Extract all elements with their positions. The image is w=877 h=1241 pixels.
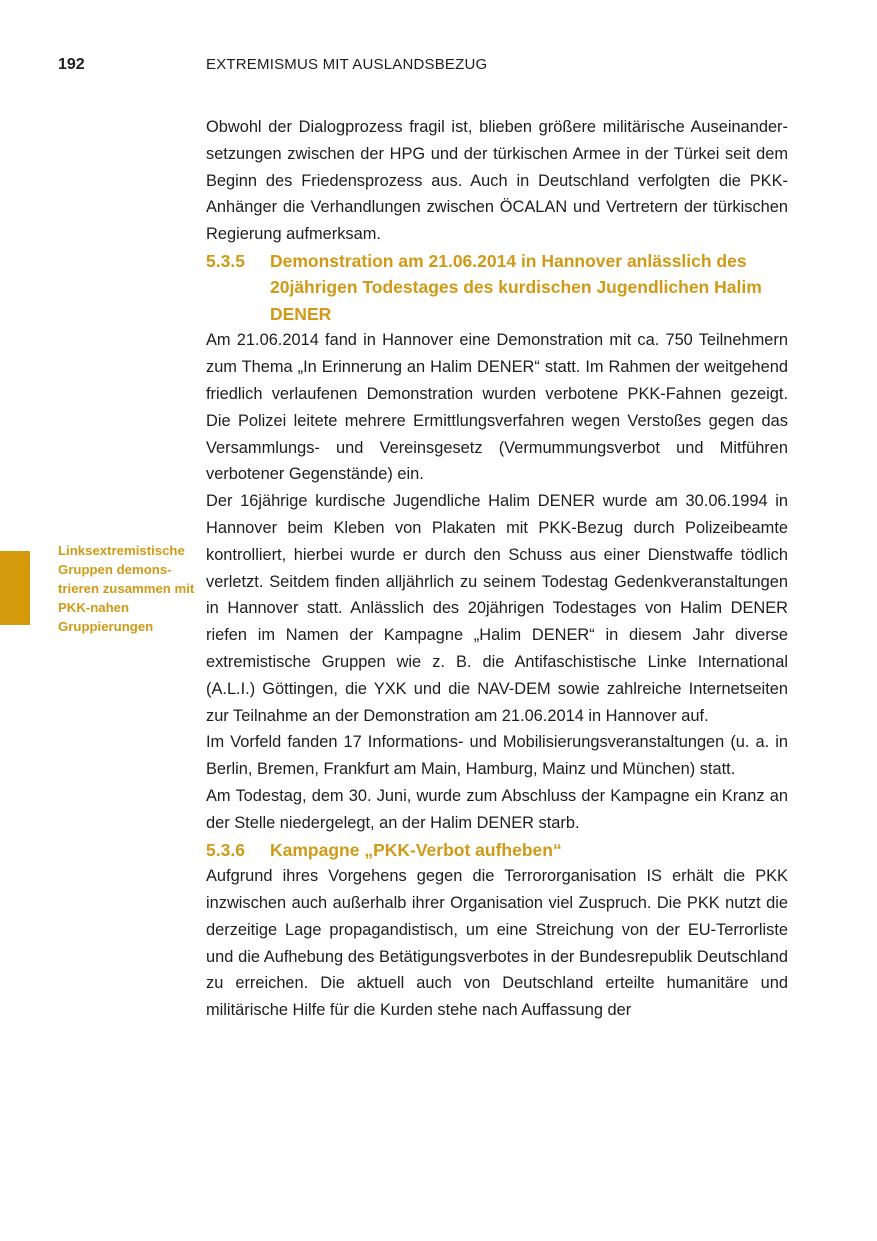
paragraph: Im Vorfeld fanden 17 Informations- und Mobilisierungsveranstaltungen (u. a. in Berlin, Bremen, Frankfurt am Main, Hamburg, Mainz und München) statt. — [206, 733, 788, 779]
paragraph: Aufgrund ihres Vorgehens gegen die Terrororganisation IS erhält die PKK inzwischen auch außerhalb ihrer Organisation viel Zuspruch. Die PKK nutzt die derzeitige Lage propagandistisch, um eine Streichung von der EU-Terrorliste und die Aufhebung des Betätigungsverbotes in der Bundesrepublik Deutschland zu erreichen. Die aktuell auch von Deutschland erteilte humanitäre und militärische Hilfe für die Kurden stehe nach Auffassung der — [206, 867, 788, 1020]
section-heading-5-3-5 — [206, 248, 788, 328]
running-header: EXTREMISMUS MIT AUSLANDSBEZUG — [206, 56, 488, 73]
section-title: Demonstration am 21.06.2014 in Hannover anlässlich des 20jährigen Todestages des kurdischen Jugendlichen Halim DENER — [270, 250, 762, 324]
paragraph: Am 21.06.2014 fand in Hannover eine Demonstration mit ca. 750 Teilnehmern zum Thema „In Erinnerung an Halim DENER“ statt. Im Rahmen der weitgehend friedlich verlaufenen Demonstration wurden verbotene PKK-Fahnen gezeigt. Die Polizei leitete mehrere Ermittlungsverfahren wegen Verstoßes gegen das Versammlungs- und Vereinsgesetz (Vermummungsverbot und Mitführen verbotener Gegenstände) ein. — [206, 331, 788, 484]
section-number: 5.3.6 — [206, 839, 245, 860]
intro-paragraph: Obwohl der Dialogprozess fragil ist, blieben größere militärische Auseinandersetzungen zwischen der HPG und der türkischen Armee in der Türkei seit dem Beginn des Friedensprozess aus. Auch in Deutschland verfolgten die PKK-Anhänger die Verhandlungen zwischen ÖCALAN und Vertretern der türkischen Regierung aufmerksam. — [206, 118, 788, 244]
paragraph: Am Todestag, dem 30. Juni, wurde zum Abschluss der Kampagne ein Kranz an der Stelle niedergelegt, an der Halim DENER starb. — [206, 787, 788, 832]
section-number: 5.3.5 — [206, 250, 245, 271]
margin-marker-bar — [0, 551, 30, 625]
section-title: Kampagne „PKK-Verbot aufheben“ — [270, 839, 562, 860]
margin-note: Linksextremistische Gruppen demonstrieren zusammen mit PKK-nahen Gruppierungen — [58, 543, 195, 634]
paragraph: Der 16jährige kurdische Jugendliche Halim DENER wurde am 30.06.1994 in Hannover beim Kleben von Plakaten mit PKK-Bezug durch Polizeibeamte kontrolliert, hierbei wurde er durch den Schuss aus einer Dienstwaffe tödlich verletzt. Seitdem finden alljährlich zu seinem Todestag Gedenkveranstaltungen in Hannover statt. Anlässlich des 20jährigen Todestages von Halim DENER riefen im Namen der Kampagne „Halim DENER“ in diesem Jahr diverse extremistische Gruppen wie z. B. die Antifaschistische Linke International (A.L.I.) Göttingen, die YXK und die NAV-DEM sowie zahlreiche Internetseiten zur Teilnahme an der Demonstration am 21.06.2014 in Hannover auf. — [206, 492, 788, 725]
main-content — [206, 114, 788, 1024]
section-heading-5-3-6 — [206, 837, 788, 864]
page-number: 192 — [58, 56, 85, 73]
